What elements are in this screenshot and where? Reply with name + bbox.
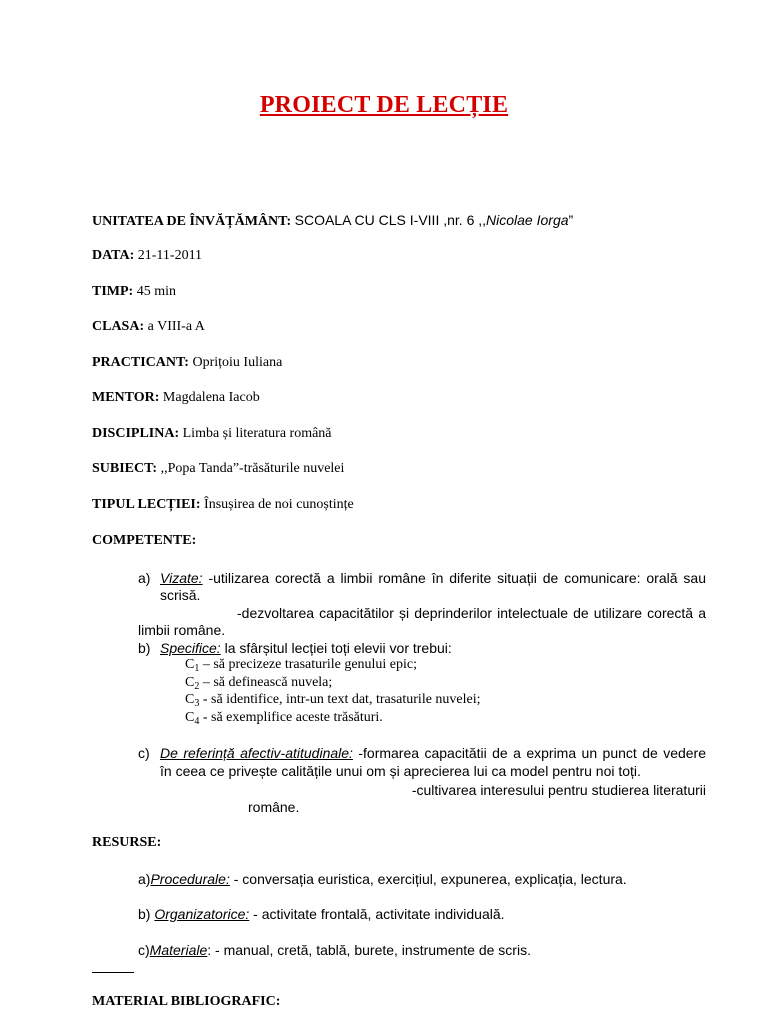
list-marker: b) — [138, 640, 151, 656]
field-label: DATA: — [92, 248, 135, 263]
list-marker: a) — [138, 570, 151, 586]
closing-quote: ” — [568, 212, 574, 228]
field-clasa — [92, 319, 205, 335]
divider — [92, 972, 134, 973]
field-value: SCOALA CU CLS I-VIII ,nr. 6 ,, — [294, 212, 487, 228]
competente-heading: COMPETENTE: — [92, 533, 197, 548]
objective-c1: $C_1$ – să precizeze trasaturile genului epic; — [185, 657, 418, 674]
field-practicant — [92, 355, 282, 371]
vizate-term: Vizate: — [160, 570, 203, 586]
procedurale-term: Procedurale: — [150, 871, 230, 887]
field-value: Limba și literatura română — [182, 426, 332, 441]
competenta-afectiv-line4: române. — [248, 799, 300, 815]
competenta-vizate-line3: limbii române. — [138, 622, 226, 638]
competenta-specifice — [160, 640, 452, 656]
resurse-procedurale: a)Procedurale: - conversația euristica, exercițiul, expunerea, explicația, lectura. — [138, 871, 627, 887]
field-mentor — [92, 390, 260, 406]
field-value: Oprițoiu Iuliana — [192, 355, 283, 370]
field-unitate — [92, 212, 573, 230]
field-label: TIMP: — [92, 284, 134, 299]
list-marker: c) — [138, 745, 150, 761]
field-label: SUBIECT: — [92, 461, 158, 476]
materiale-term: Materiale — [149, 942, 208, 958]
field-label: CLASA: — [92, 319, 145, 334]
field-label: DISCIPLINA: — [92, 426, 180, 441]
field-tipul-lectiei — [92, 497, 354, 513]
competenta-afectiv-line3: -cultivarea interesului pentru studierea literaturii — [411, 782, 706, 798]
objective-c2: $C_2$ – să definească nuvela; — [185, 675, 333, 692]
competenta-vizate-line2: -dezvoltarea capacitătilor și deprinderilor intelectuale de utilizare corectă a — [237, 605, 706, 621]
field-value: a VIII-a A — [147, 319, 205, 334]
competenta-afectiv-line1 — [160, 745, 706, 761]
page-title: PROIECT DE LECȚIE — [259, 92, 509, 118]
competenta-vizate-line1b: scrisă. — [160, 587, 201, 603]
vizate-text: -utilizarea corectă a limbii române în diferite situații de comunicare: orală sau — [208, 570, 706, 586]
competenta-afectiv-line2: în ceea ce privește calitățile unui om și aprecierea lui ca model pentru noi toți. — [160, 763, 641, 779]
afectiv-text: -formarea capacitătii de a exprima un punct de vedere — [358, 745, 707, 761]
field-timp — [92, 284, 176, 300]
field-value: Magdalena Iacob — [162, 390, 260, 405]
bibliografie-heading: MATERIAL BIBLIOGRAFIC: — [92, 994, 281, 1009]
school-name: Nicolae Iorga — [486, 212, 569, 228]
field-label: UNITATEA DE ÎNVĂȚĂMÂNT: — [92, 214, 292, 229]
competenta-vizate-line1 — [160, 570, 706, 586]
resurse-heading: RESURSE: — [92, 835, 162, 850]
field-value: 21-11-2011 — [137, 248, 203, 263]
field-label: PRACTICANT: — [92, 355, 189, 370]
field-value: Însușirea de noi cunoștințe — [204, 497, 354, 512]
organizatorice-term: Organizatorice: — [154, 906, 250, 922]
specifice-intro: la sfârșitul lecției toți elevii vor trebui: — [224, 640, 452, 656]
objective-c4: $C_4$ - să exemplifice aceste trăsături. — [185, 710, 383, 727]
resurse-organizatorice: b) Organizatorice: - activitate frontală, activitate individuală. — [138, 906, 505, 922]
afectiv-term: De referință afectiv-atitudinale: — [160, 745, 353, 761]
specifice-term: Specifice: — [160, 640, 221, 656]
field-label: TIPUL LECȚIEI: — [92, 497, 201, 512]
field-data — [92, 248, 202, 264]
field-value: 45 min — [136, 284, 176, 299]
objective-c3: $C_3$ - să identifice, intr-un text dat, trasaturile nuvelei; — [185, 692, 481, 709]
field-value: ,,Popa Tanda”-trăsăturile nuvelei — [160, 461, 345, 476]
resurse-materiale: c)Materiale: - manual, cretă, tablă, burete, instrumente de scris. — [138, 942, 531, 958]
field-disciplina — [92, 426, 332, 442]
field-subiect — [92, 461, 344, 477]
field-label: MENTOR: — [92, 390, 160, 405]
